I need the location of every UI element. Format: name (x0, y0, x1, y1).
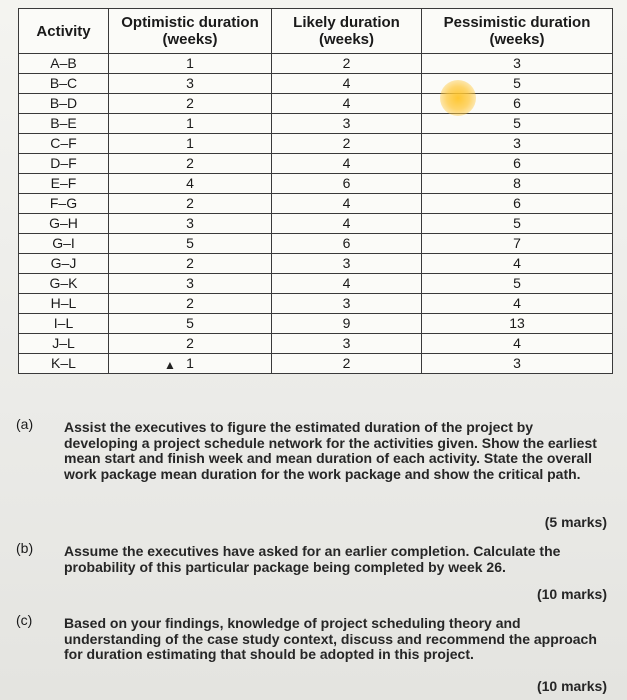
question-b-text: Assume the executives have asked for an earlier completion. Calculate the probability of this particular package being completed by week 26. (64, 543, 561, 575)
cell-optimistic: 2 (109, 94, 272, 114)
question-a (0, 416, 627, 536)
table-row (19, 174, 613, 194)
cell-activity: F–G (19, 194, 109, 214)
cell-pessimistic: 4 (422, 294, 613, 314)
mouse-cursor-icon: ▲ (164, 358, 176, 372)
cell-pessimistic: 8 (422, 174, 613, 194)
cell-pessimistic: 5 (422, 274, 613, 294)
cell-pessimistic: 5 (422, 74, 613, 94)
table-row (19, 134, 613, 154)
cell-likely: 2 (272, 54, 422, 74)
cell-optimistic: 5 (109, 314, 272, 334)
table-row (19, 54, 613, 74)
table-row (19, 194, 613, 214)
header-optimistic-line1: Optimistic duration (121, 14, 259, 31)
cell-activity: G–K (19, 274, 109, 294)
cell-optimistic: 4 (109, 174, 272, 194)
cell-optimistic: 2 (109, 154, 272, 174)
cell-activity: B–E (19, 114, 109, 134)
table-row (19, 154, 613, 174)
cell-activity: K–L (19, 354, 109, 374)
cell-likely: 4 (272, 94, 422, 114)
cell-activity: G–H (19, 214, 109, 234)
cell-pessimistic: 3 (422, 354, 613, 374)
header-activity-label: Activity (36, 22, 91, 40)
table-row (19, 314, 613, 334)
table-row (19, 74, 613, 94)
header-likely-line2: (weeks) (318, 31, 375, 48)
cell-likely: 4 (272, 154, 422, 174)
cell-optimistic: 1 (109, 114, 272, 134)
cell-likely: 3 (272, 294, 422, 314)
cell-optimistic: 2 (109, 294, 272, 314)
cell-activity: B–C (19, 74, 109, 94)
cell-likely: 4 (272, 274, 422, 294)
header-likely (272, 9, 422, 54)
header-likely-line1: Likely duration (293, 14, 400, 31)
cell-pessimistic: 5 (422, 214, 613, 234)
cell-likely: 6 (272, 234, 422, 254)
question-c (0, 612, 627, 696)
header-activity (19, 9, 109, 54)
cell-pessimistic: 4 (422, 254, 613, 274)
question-c-label: (c) (16, 612, 33, 628)
question-a-label: (a) (16, 416, 34, 432)
cell-pessimistic: 4 (422, 334, 613, 354)
cell-likely: 9 (272, 314, 422, 334)
question-a-text: Assist the executives to figure the estimated duration of the project by developing a project schedule network for the activities given. Show the earliest mean start and finish week and mean duration of each activity. State the overall work package mean duration for the work package and show the critical path. (64, 419, 597, 482)
cell-optimistic: 2 (109, 194, 272, 214)
cell-pessimistic: 3 (422, 54, 613, 74)
cell-optimistic: 1 (109, 134, 272, 154)
cell-pessimistic: 6 (422, 194, 613, 214)
cell-pessimistic: 7 (422, 234, 613, 254)
question-b-marks: (10 marks) (536, 586, 607, 602)
cell-activity: D–F (19, 154, 109, 174)
cell-pessimistic: 6 (422, 154, 613, 174)
table-row (19, 214, 613, 234)
header-pessimistic (422, 9, 613, 54)
cell-activity: A–B (19, 54, 109, 74)
cell-likely: 2 (272, 354, 422, 374)
cell-optimistic: 2 (109, 334, 272, 354)
cell-likely: 6 (272, 174, 422, 194)
cell-likely: 3 (272, 334, 422, 354)
cell-activity: B–D (19, 94, 109, 114)
cell-activity: G–I (19, 234, 109, 254)
table-row (19, 94, 613, 114)
cell-optimistic: 2 (109, 254, 272, 274)
table-header-row (19, 9, 613, 54)
cell-likely: 3 (272, 114, 422, 134)
header-optimistic-line2: (weeks) (162, 31, 218, 48)
cell-optimistic: 1 (109, 354, 272, 374)
cell-pessimistic: 13 (422, 314, 613, 334)
table-row (19, 294, 613, 314)
header-optimistic (109, 9, 272, 54)
header-pessimistic-line2: (weeks) (489, 31, 545, 48)
header-pessimistic-line1: Pessimistic duration (443, 14, 591, 31)
cell-activity: H–L (19, 294, 109, 314)
cell-optimistic: 3 (109, 274, 272, 294)
cell-likely: 2 (272, 134, 422, 154)
cell-likely: 3 (272, 254, 422, 274)
table-row (19, 114, 613, 134)
table-row (19, 354, 613, 374)
cell-pessimistic: 5 (422, 114, 613, 134)
cell-pessimistic: 3 (422, 134, 613, 154)
cell-activity: J–L (19, 334, 109, 354)
cell-activity: C–F (19, 134, 109, 154)
durations-table (18, 8, 613, 374)
table-row (19, 274, 613, 294)
question-c-marks: (10 marks) (536, 678, 607, 694)
cell-pessimistic: 6 (422, 94, 613, 114)
cell-activity: I–L (19, 314, 109, 334)
question-b-label: (b) (16, 540, 34, 556)
cell-activity: G–J (19, 254, 109, 274)
light-glare (440, 80, 476, 116)
table-row (19, 234, 613, 254)
cell-optimistic: 3 (109, 74, 272, 94)
table-row (19, 254, 613, 274)
question-b (0, 540, 627, 606)
cell-likely: 4 (272, 194, 422, 214)
cell-likely: 4 (272, 214, 422, 234)
cell-optimistic: 3 (109, 214, 272, 234)
cell-optimistic: 5 (109, 234, 272, 254)
cell-activity: E–F (19, 174, 109, 194)
cell-optimistic: 1 (109, 54, 272, 74)
question-a-marks: (5 marks) (544, 514, 607, 530)
cell-likely: 4 (272, 74, 422, 94)
table-row (19, 334, 613, 354)
question-c-text: Based on your findings, knowledge of project scheduling theory and understanding of the case study context, discuss and recommend the approach for duration estimating that should be adopted in this project. (64, 615, 597, 662)
